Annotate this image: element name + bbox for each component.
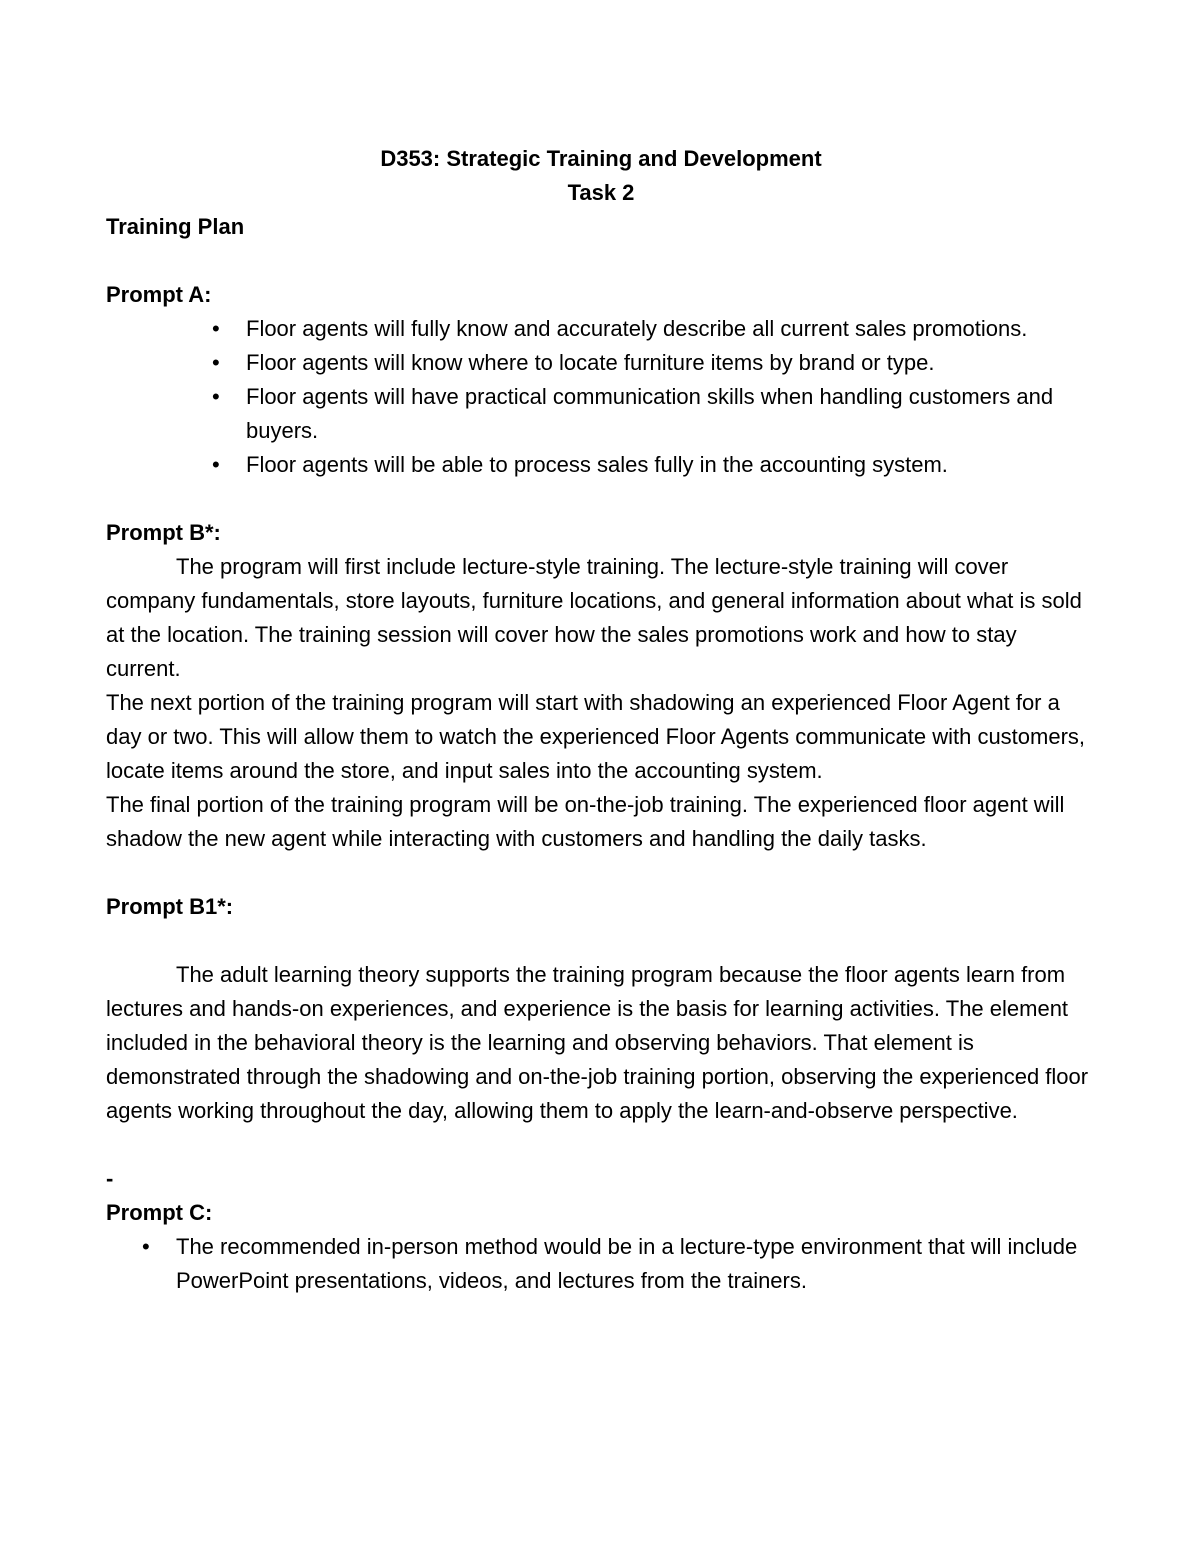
spacer: [106, 924, 1096, 958]
prompt-b-paragraph: The program will first include lecture-style training. The lecture-style training will cover company fundamentals, store layouts, furniture locations, and general information about what is sold at the location. The training session will cover how the sales promotions work and how to stay current.: [106, 554, 1082, 681]
spacer: [106, 482, 1096, 516]
prompt-b-paragraph: The next portion of the training program will start with shadowing an experienced Floor Agent for a day or two. This will allow them to watch the experienced Floor Agents communicate with customers, locate items around the store, and input sales into the accounting system.: [106, 690, 1086, 783]
bullet-icon: •: [142, 1234, 150, 1259]
document-title: D353: Strategic Training and Development: [380, 146, 822, 171]
prompt-a-list: [106, 312, 1096, 482]
list-item: [106, 312, 1096, 346]
bullet-icon: •: [212, 384, 220, 409]
prompt-c-list: [106, 1230, 1096, 1298]
prompt-b1-heading: Prompt B1*:: [106, 894, 234, 919]
prompt-b-heading: Prompt B*:: [106, 520, 221, 545]
prompt-b-paragraph: The final portion of the training program will be on-the-job training. The experienced floor agent will shadow the new agent while interacting with customers and handling the daily tasks.: [106, 792, 1065, 851]
document-content: [106, 142, 1096, 1298]
list-item: [106, 1230, 1096, 1298]
list-item-text: Floor agents will know where to locate furniture items by brand or type.: [246, 350, 935, 375]
prompt-b1-paragraph: The adult learning theory supports the training program because the floor agents learn from lectures and hands-on experiences, and experience is the basis for learning activities. The element included in the behavioral theory is the learning and observing behaviors. That element is demonstrated through the shadowing and on-the-job training portion, observing the experienced floor agents working throughout the day, allowing them to apply the learn-and-observe perspective.: [106, 962, 1089, 1123]
list-item-text: The recommended in-person method would be in a lecture-type environment that will include PowerPoint presentations, videos, and lectures from the trainers.: [176, 1234, 1078, 1293]
list-item-text: Floor agents will be able to process sales fully in the accounting system.: [246, 452, 948, 477]
list-item-text: Floor agents will fully know and accurately describe all current sales promotions.: [246, 316, 1028, 341]
bullet-icon: •: [212, 316, 220, 341]
bullet-icon: •: [212, 452, 220, 477]
document-subtitle: Task 2: [567, 180, 635, 205]
dash-mark: -: [106, 1166, 114, 1191]
prompt-a-heading: Prompt A:: [106, 282, 212, 307]
spacer: [106, 244, 1096, 278]
list-item: [106, 448, 1096, 482]
spacer: [106, 1128, 1096, 1162]
section-heading: Training Plan: [106, 214, 245, 239]
prompt-c-heading: Prompt C:: [106, 1200, 213, 1225]
list-item: [106, 346, 1096, 380]
bullet-icon: •: [212, 350, 220, 375]
list-item: [106, 380, 1096, 448]
spacer: [106, 856, 1096, 890]
list-item-text: Floor agents will have practical communication skills when handling customers and buyers.: [246, 384, 1054, 443]
